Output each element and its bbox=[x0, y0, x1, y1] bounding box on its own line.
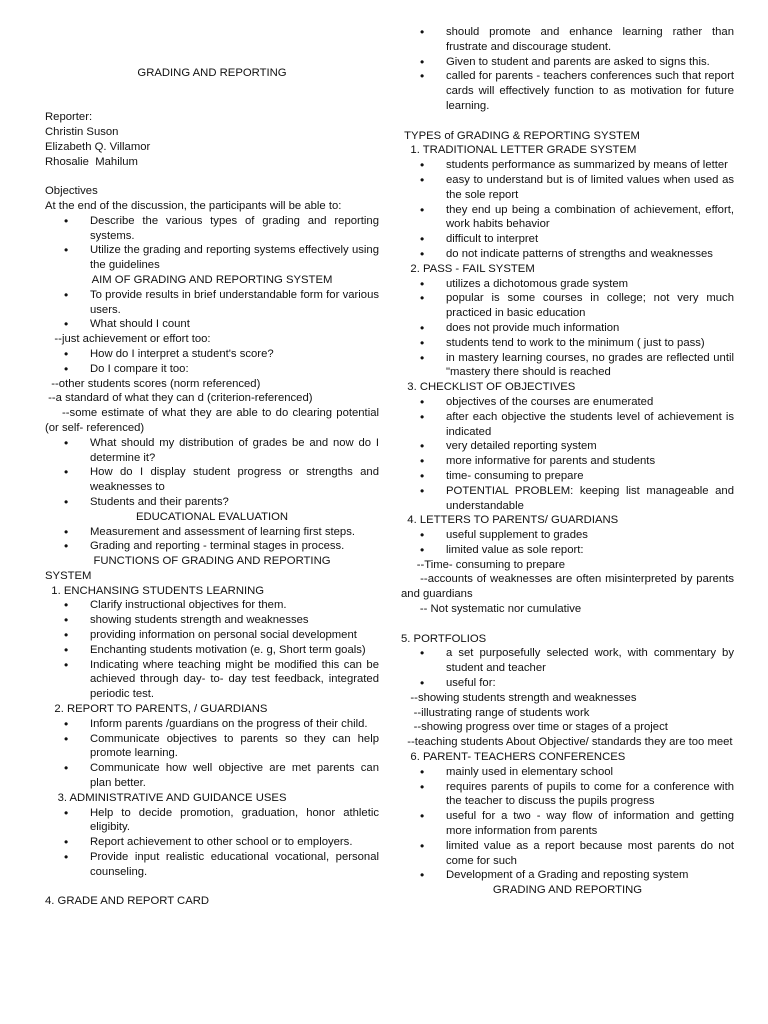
bullet-item: • called for parents - teachers conferences such that report cards will effectively function to as motivation for future learning. bbox=[401, 69, 734, 113]
bullet-item: • How do I interpret a student's score? bbox=[45, 347, 379, 362]
bullet-item: • Students and their parents? bbox=[45, 495, 379, 510]
bullet-item: • Communicate how well objective are met parents can plan better. bbox=[45, 761, 379, 791]
section-heading: 3. ADMINISTRATIVE AND GUIDANCE USES bbox=[45, 791, 287, 804]
text-line: --some estimate of what they are able to do clearing potential (or self- referenced) bbox=[45, 407, 383, 434]
bullet-item: • What should I count bbox=[45, 317, 379, 332]
bullet-item: • they end up being a combination of achievement, effort, work habits behavior bbox=[401, 203, 734, 233]
text-line: --other students scores (norm referenced) bbox=[45, 377, 261, 390]
bullet-item: • do not indicate patterns of strengths and weaknesses bbox=[401, 247, 734, 262]
right-column bbox=[401, 25, 738, 898]
section-heading: 2. REPORT TO PARENTS, / GUARDIANS bbox=[45, 703, 268, 716]
bullet-item: • Describe the various types of grading and reporting systems. bbox=[45, 214, 379, 244]
bullet-item: • Report achievement to other school or to employers. bbox=[45, 835, 379, 850]
section-heading: TYPES of GRADING & REPORTING SYSTEM bbox=[401, 129, 640, 142]
blank-line bbox=[401, 617, 734, 632]
section-heading: 1. ENCHANSING STUDENTS LEARNING bbox=[45, 584, 265, 597]
bullet-item: • very detailed reporting system bbox=[401, 439, 734, 454]
section-heading: 6. PARENT- TEACHERS CONFERENCES bbox=[401, 751, 626, 764]
bullet-item: • Enchanting students motivation (e. g, Short term goals) bbox=[45, 643, 379, 658]
bullet-item: • utilizes a dichotomous grade system bbox=[401, 277, 734, 292]
section-heading: GRADING AND REPORTING bbox=[492, 884, 643, 897]
bullet-item: • POTENTIAL PROBLEM: keeping list manageable and understandable bbox=[401, 484, 734, 514]
bullet-item: • To provide results in brief understandable form for various users. bbox=[45, 288, 379, 318]
bullet-item: • mainly used in elementary school bbox=[401, 765, 734, 780]
text-line: -- Not systematic nor cumulative bbox=[401, 603, 582, 616]
text-line: Objectives bbox=[45, 185, 98, 198]
bullet-item: • difficult to interpret bbox=[401, 232, 734, 247]
bullet-item: • Clarify instructional objectives for them. bbox=[45, 598, 379, 613]
bullet-item: • useful supplement to grades bbox=[401, 528, 734, 543]
section-heading: AIM OF GRADING AND REPORTING SYSTEM bbox=[91, 273, 333, 286]
text-line: Rhosalie Mahilum bbox=[45, 155, 138, 168]
bullet-item: • should promote and enhance learning rather than frustrate and discourage student. bbox=[401, 25, 734, 55]
text-line: --accounts of weaknesses are often misinterpreted by parents and guardians bbox=[401, 573, 738, 601]
text-line: --just achievement or effort too: bbox=[45, 333, 211, 346]
bullet-item: • providing information on personal social development bbox=[45, 628, 379, 643]
left-column bbox=[45, 51, 383, 909]
bullet-item: • limited value as sole report: bbox=[401, 543, 734, 558]
text-line: Elizabeth Q. Villamor bbox=[45, 140, 151, 153]
section-heading: 3. CHECKLIST OF OBJECTIVES bbox=[401, 381, 576, 394]
bullet-item: • does not provide much information bbox=[401, 321, 734, 336]
section-heading: 4. LETTERS TO PARENTS/ GUARDIANS bbox=[401, 514, 619, 527]
text-line: --illustrating range of students work bbox=[401, 706, 590, 719]
text-line: --showing students strength and weaknesses bbox=[401, 691, 637, 704]
section-heading: 1. TRADITIONAL LETTER GRADE SYSTEM bbox=[401, 144, 637, 157]
text-line: At the end of the discussion, the participants will be able to: bbox=[45, 199, 342, 212]
bullet-item: • a set purposefully selected work, with commentary by student and teacher bbox=[401, 646, 734, 676]
bullet-item: • in mastery learning courses, no grades are reflected until "mastery there should is reached bbox=[401, 351, 734, 381]
bullet-item: • How do I display student progress or strengths and weaknesses to bbox=[45, 465, 379, 495]
bullet-item: • useful for a two - way flow of information and getting more information from parents bbox=[401, 809, 734, 839]
blank-line bbox=[45, 95, 379, 110]
bullet-item: • more informative for parents and students bbox=[401, 454, 734, 469]
section-heading: 5. PORTFOLIOS bbox=[401, 632, 487, 645]
text-line: --Time- consuming to prepare bbox=[401, 558, 566, 571]
blank-line bbox=[401, 114, 734, 129]
bullet-item: • Utilize the grading and reporting systems effectively using the guidelines bbox=[45, 243, 379, 273]
section-heading: 2. PASS - FAIL SYSTEM bbox=[401, 262, 535, 275]
text-line: SYSTEM bbox=[45, 569, 92, 582]
bullet-item: • students performance as summarized by means of letter bbox=[401, 158, 734, 173]
bullet-item: • Communicate objectives to parents so they can help promote learning. bbox=[45, 732, 379, 762]
bullet-item: • Given to student and parents are asked to signs this. bbox=[401, 55, 734, 70]
bullet-item: • Measurement and assessment of learning first steps. bbox=[45, 525, 379, 540]
bullet-item: • requires parents of pupils to come for a conference with the teacher to discuss the pupils progress bbox=[401, 780, 734, 810]
bullet-item: • What should my distribution of grades be and now do I determine it? bbox=[45, 436, 379, 466]
bullet-item: • Indicating where teaching might be modified this can be achieved through day- to- day test feedback, integrated periodic test. bbox=[45, 658, 379, 702]
bullet-item: • objectives of the courses are enumerated bbox=[401, 395, 734, 410]
bullet-item: • Do I compare it too: bbox=[45, 362, 379, 377]
blank-line bbox=[45, 880, 379, 895]
bullet-item: • limited value as a report because most parents do not come for such bbox=[401, 839, 734, 869]
bullet-item: • Grading and reporting - terminal stages in process. bbox=[45, 539, 379, 554]
text-line: Reporter: bbox=[45, 111, 93, 124]
text-line: --a standard of what they can d (criterion-referenced) bbox=[45, 392, 313, 405]
bullet-item: • popular is some courses in college; not very much practiced in basic education bbox=[401, 291, 734, 321]
blank-line bbox=[45, 169, 379, 184]
bullet-item: • Help to decide promotion, graduation, honor athletic eligibity. bbox=[45, 806, 379, 836]
bullet-item: • Inform parents /guardians on the progress of their child. bbox=[45, 717, 379, 732]
blank-line bbox=[45, 51, 379, 66]
section-heading: FUNCTIONS OF GRADING AND REPORTING bbox=[93, 555, 331, 568]
bullet-item: • time- consuming to prepare bbox=[401, 469, 734, 484]
bullet-item: • Provide input realistic educational vocational, personal counseling. bbox=[45, 850, 379, 880]
text-line: --teaching students About Objective/ standards they are too meet bbox=[401, 736, 733, 749]
section-heading: GRADING AND REPORTING bbox=[137, 66, 287, 79]
bullet-item: • Development of a Grading and reposting system bbox=[401, 868, 734, 883]
section-heading: EDUCATIONAL EVALUATION bbox=[135, 510, 289, 523]
text-line: Christin Suson bbox=[45, 125, 119, 138]
blank-line bbox=[45, 81, 379, 96]
section-heading: 4. GRADE AND REPORT CARD bbox=[45, 895, 210, 908]
bullet-item: • showing students strength and weaknesses bbox=[45, 613, 379, 628]
bullet-item: • students tend to work to the minimum ( just to pass) bbox=[401, 336, 734, 351]
text-line: --showing progress over time or stages of a project bbox=[401, 721, 668, 734]
bullet-item: • useful for: bbox=[401, 676, 734, 691]
bullet-item: • after each objective the students level of achievement is indicated bbox=[401, 410, 734, 440]
bullet-item: • easy to understand but is of limited values when used as the sole report bbox=[401, 173, 734, 203]
